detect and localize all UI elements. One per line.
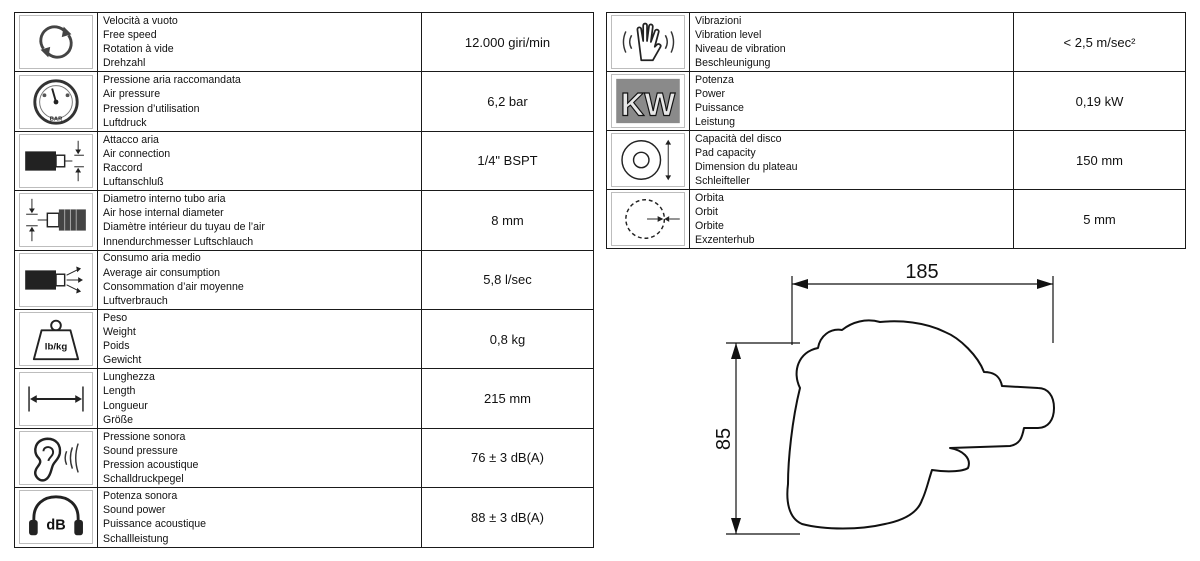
label-en: Vibration level [695, 28, 762, 41]
width-dimension-label: 185 [905, 261, 939, 283]
label-it: Diametro interno tubo aria [103, 192, 226, 205]
spec-labels [690, 13, 1014, 72]
spec-row-pad-capacity [607, 131, 1186, 190]
label-en: Average air consumption [103, 266, 220, 279]
spec-row-sound-power [15, 488, 594, 547]
label-en: Sound pressure [103, 444, 178, 457]
label-en: Length [103, 385, 136, 398]
label-de: Drehzahl [103, 57, 146, 70]
label-en: Orbit [695, 205, 718, 218]
spec-row-power [607, 72, 1186, 131]
height-dimension [713, 343, 800, 534]
label-fr: Consommation d’air moyenne [103, 280, 244, 293]
left-spec-table [14, 12, 594, 548]
label-de: Luftdruck [103, 116, 147, 129]
label-it: Consumo aria medio [103, 252, 201, 265]
spec-labels [690, 190, 1014, 249]
label-it: Potenza sonora [103, 489, 178, 502]
label-de: Innendurchmesser Luftschlauch [103, 235, 254, 248]
spec-row-hose-diameter [15, 191, 594, 250]
label-de: Schallleistung [103, 532, 169, 545]
spec-labels [98, 428, 422, 487]
label-en: Weight [103, 325, 136, 338]
spec-labels [98, 309, 422, 368]
width-dimension [792, 261, 1053, 345]
label-en: Power [695, 87, 726, 100]
label-en: Air connection [103, 147, 171, 160]
label-it: Orbita [695, 191, 724, 204]
label-de: Exzenterhub [695, 234, 755, 247]
spec-row-vibration [607, 13, 1186, 72]
spec-labels [98, 131, 422, 190]
spec-labels [98, 13, 422, 72]
label-it: Potenza [695, 73, 734, 86]
orbit-icon [611, 192, 685, 246]
hose-diameter-icon [19, 193, 93, 247]
label-fr: Pression d’utilisation [103, 102, 200, 115]
rotation-arrows-icon [19, 15, 93, 69]
spec-value: 215 mm [422, 369, 594, 428]
spec-row-sound-pressure [15, 428, 594, 487]
sander-outline [787, 320, 1054, 528]
ear-sound-icon [19, 431, 93, 485]
spec-value: 5,8 l/sec [422, 250, 594, 309]
spec-value: 8 mm [422, 191, 594, 250]
label-en: Air hose internal diameter [103, 207, 224, 220]
spec-labels [98, 72, 422, 131]
sander-dimension-drawing [700, 258, 1080, 548]
spec-value: 6,2 bar [422, 72, 594, 131]
label-de: Leistung [695, 116, 736, 129]
label-fr: Puissance acoustique [103, 518, 207, 531]
label-de: Luftanschluß [103, 176, 164, 189]
label-fr: Puissance [695, 102, 744, 114]
headphones-db-icon [19, 490, 93, 544]
spec-value: 5 mm [1014, 190, 1186, 249]
label-de: Größe [103, 413, 134, 426]
label-fr: Dimension du plateau [695, 161, 798, 173]
pressure-gauge-icon [19, 75, 93, 129]
label-it: Vibrazioni [695, 14, 742, 27]
label-it: Capacità del disco [695, 132, 782, 145]
spec-row-free-speed [15, 13, 594, 72]
label-de: Beschleunigung [695, 57, 771, 70]
spec-value: 1/4" BSPT [422, 131, 594, 190]
label-it: Pressione aria raccomandata [103, 74, 241, 87]
air-connection-icon [19, 134, 93, 188]
label-it: Lunghezza [103, 371, 155, 384]
label-fr: Longueur [103, 399, 148, 412]
label-fr: Poids [103, 340, 130, 353]
db-icon-text: dB [46, 517, 66, 534]
label-it: Peso [103, 311, 128, 324]
label-it: Attacco aria [103, 133, 159, 146]
spec-labels [98, 369, 422, 428]
spec-value: 0,19 kW [1014, 72, 1186, 131]
spec-value: 150 mm [1014, 131, 1186, 190]
spec-labels [690, 131, 1014, 190]
spec-labels [690, 72, 1014, 131]
right-spec-table [606, 12, 1186, 249]
spec-row-air-consumption [15, 250, 594, 309]
label-fr: Niveau de vibration [695, 43, 786, 55]
label-fr: Diamètre intérieur du tuyau de l’air [103, 221, 265, 234]
label-it: Pressione sonora [103, 430, 186, 443]
height-dimension-label: 85 [713, 427, 735, 451]
spec-value: 88 ± 3 dB(A) [422, 488, 594, 547]
label-fr: Orbite [695, 220, 724, 232]
label-de: Gewicht [103, 354, 142, 367]
air-consumption-icon [19, 253, 93, 307]
spec-row-length [15, 369, 594, 428]
spec-labels [98, 488, 422, 547]
spec-row-air-connection [15, 131, 594, 190]
weight-unit-text: lb/kg [44, 341, 68, 353]
label-en: Sound power [103, 504, 166, 517]
label-de: Schleifteller [695, 175, 750, 188]
spec-row-air-pressure [15, 72, 594, 131]
spec-labels [98, 191, 422, 250]
label-en: Air pressure [103, 88, 161, 101]
vibration-hand-icon [611, 15, 685, 69]
label-en: Pad capacity [695, 146, 756, 159]
label-fr: Rotation à vide [103, 43, 174, 56]
label-fr: Raccord [103, 161, 143, 174]
kw-icon-text: KW [620, 85, 676, 123]
spec-value: 0,8 kg [422, 309, 594, 368]
gauge-unit-text: BAR [49, 115, 63, 122]
spec-value: 12.000 giri/min [422, 13, 594, 72]
kw-power-icon [611, 74, 685, 128]
label-it: Velocità a vuoto [103, 14, 178, 27]
label-fr: Pression acoustique [103, 458, 199, 471]
spec-value: 76 ± 3 dB(A) [422, 428, 594, 487]
label-de: Schalldruckpegel [103, 473, 184, 486]
pad-capacity-icon [611, 133, 685, 187]
spec-labels [98, 250, 422, 309]
label-de: Luftverbrauch [103, 294, 168, 307]
spec-row-orbit [607, 190, 1186, 249]
spec-value: < 2,5 m/sec² [1014, 13, 1186, 72]
label-en: Free speed [103, 28, 157, 41]
weight-icon [19, 312, 93, 366]
spec-row-weight [15, 309, 594, 368]
length-arrow-icon [19, 372, 93, 426]
